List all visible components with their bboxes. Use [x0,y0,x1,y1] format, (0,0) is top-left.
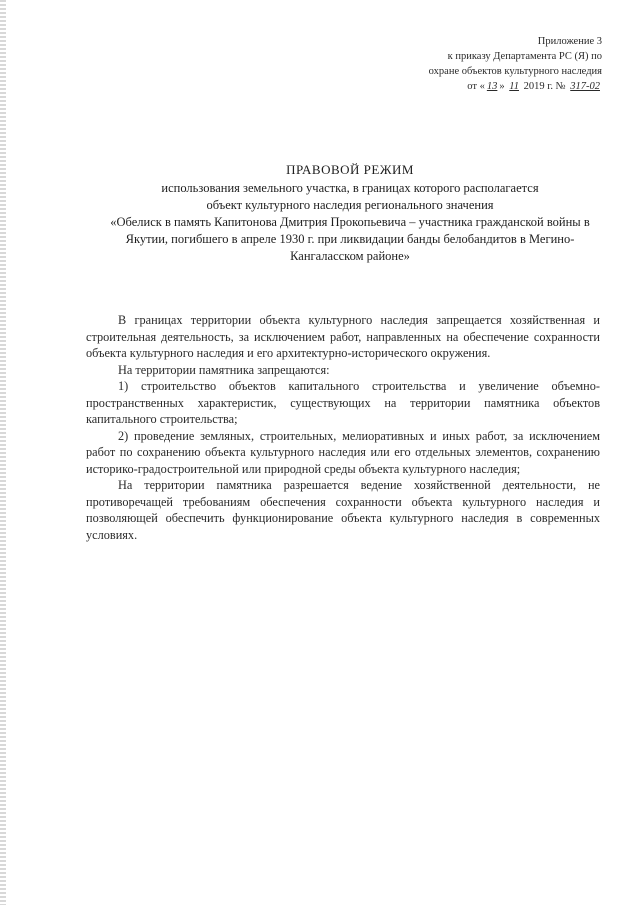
paragraph-5: На территории памятника разрешается ведение хозяйственной деятельности, не противоречащей требованиям обеспечения сохранности объекта культурного наследия и позволяющей обеспечить функционирование объекта культурного наследия в современных условиях. [86,478,600,542]
paragraph-1: В границах территории объекта культурного наследия запрещается хозяйственная и строительная деятельность, за исключением работ, направленных на обеспечение сохранности объекта культурного наследия и его архитектурно-исторического окружения. [86,313,600,360]
annex-line-1: Приложение 3 [537,36,602,47]
title-subline-5: Кангаласском районе» [290,249,410,263]
date-month: 11 [509,81,519,92]
annex-header [362,34,602,94]
order-number: 317-02 [570,81,600,92]
date-prefix: от « [467,81,485,92]
document-heading: ПРАВОВОЙ РЕЖИМ [286,162,414,177]
annex-date-line [362,79,602,94]
annex-line-2: к приказу Департамента РС (Я) по [447,51,602,62]
document-title-block [80,160,620,265]
date-day: 13 [486,81,498,92]
title-subline-4: Якутии, погибшего в апреле 1930 г. при ликвидации банды белобандитов в Мегино- [125,232,575,246]
scan-edge [0,0,6,905]
title-subline-3: «Обелиск в память Капитонова Дмитрия Прокопьевича – участника гражданской войны в [110,215,590,229]
annex-line-3: охране объектов культурного наследия [428,66,602,77]
title-subline-1: использования земельного участка, в границах которого располагается [161,181,539,195]
paragraph-2: На территории памятника запрещаются: [118,362,330,377]
paragraph-4: 2) проведение земляных, строительных, мелиоративных и иных работ, за исключением работ по сохранению объекта культурного наследия или его отдельных элементов, сохранению историко-градостроительной или природной среды объекта культурного наследия; [86,428,600,476]
date-mid: » [499,81,505,92]
document-body [86,312,600,543]
paragraph-3: 1) строительство объектов капитального строительства и увеличение объемно-пространственных характеристик, существующих на территории памятника объектов капитального строительства; [86,379,600,426]
title-subline-2: объект культурного наследия регионального значения [206,198,494,212]
date-year: 2019 г. № [523,81,566,92]
